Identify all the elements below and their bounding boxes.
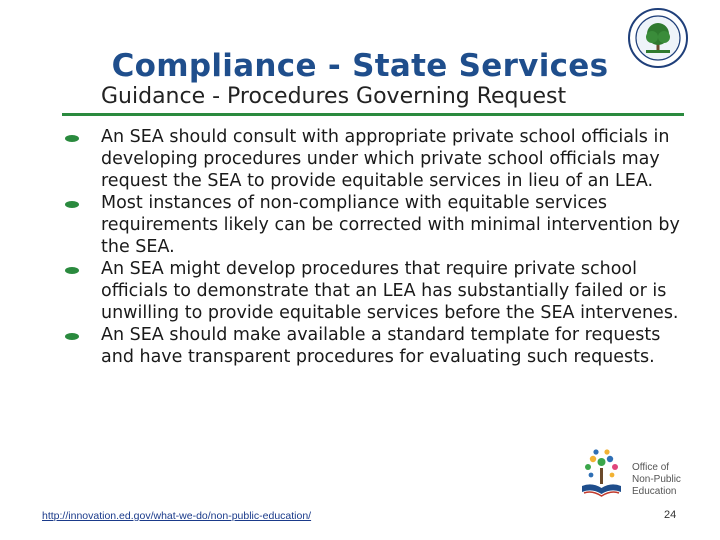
- bullet-list: [62, 126, 687, 368]
- logo-line-3: Education: [632, 486, 677, 497]
- list-item: An SEA should make available a standard template for requests and have transparent procedures for evaluating such requests.: [62, 324, 687, 368]
- onpe-logo-text: [632, 462, 681, 498]
- title-divider: [62, 113, 684, 116]
- slide-title: Compliance - State Services: [111, 48, 609, 84]
- bullet-icon: [65, 267, 79, 274]
- list-item: Most instances of non-compliance with equitable services requirements likely can be corrected with minimal intervention by the SEA.: [62, 192, 687, 258]
- logo-line-1: Office of: [632, 462, 670, 473]
- page-number: 24: [664, 509, 677, 521]
- logo-line-2: Non-Public: [632, 474, 681, 485]
- list-item: An SEA might develop procedures that require private school officials to demonstrate that an LEA has substantially failed or is unwilling to provide equitable services before the SEA intervenes.: [62, 258, 687, 324]
- bullet-icon: [65, 135, 79, 142]
- slide-subtitle: Guidance - Procedures Governing Request: [101, 84, 567, 109]
- footer-url-link[interactable]: http://innovation.ed.gov/what-we-do/non-public-education/: [42, 510, 312, 522]
- bullet-icon: [65, 333, 79, 340]
- department-seal-icon: [628, 8, 688, 68]
- bullet-icon: [65, 201, 79, 208]
- list-item: An SEA should consult with appropriate private school officials in developing procedures under which private school officials may request the SEA to provide equitable services in lieu of an LEA.: [62, 126, 687, 192]
